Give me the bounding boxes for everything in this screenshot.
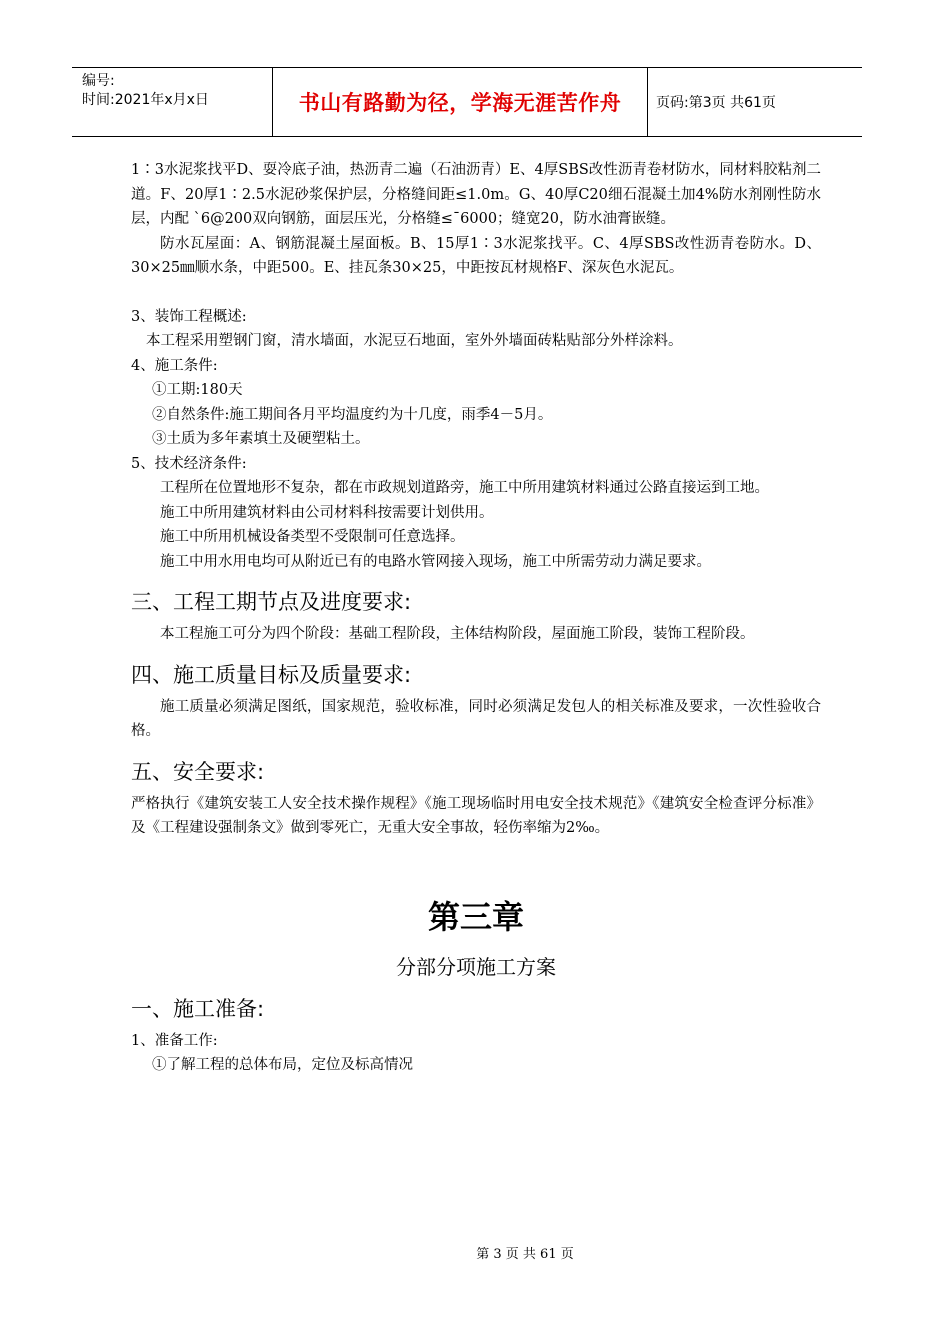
header-motto: 书山有路勤为径，学海无涯苦作舟 (273, 68, 648, 136)
item-preparation-sub1: ①了解工程的总体布局，定位及标高情况 (152, 1057, 413, 1073)
section-safety-text: 严格执行《建筑安装工人安全技术操作规程》《施工现场临时用电安全技术规范》《建筑安全检查评分标准》及《工程建设强制条文》做到零死亡，无重大安全事故，轻伤率缩为2‰。 (131, 795, 821, 836)
section-quality-text: 施工质量必须满足图纸，国家规范，验收标准，同时必须满足发包人的相关标准及要求，一次性验收合格。 (131, 698, 821, 739)
paragraph-roof-waterproofing: 1∶3水泥浆找平D、耍冷底子油，热沥青二遍（石油沥青）E、4厚SBS改性沥青卷材防水，同材料胶粘剂二道。F、20厚1∶2.5水泥砂浆保护层，分格缝间距≤1.0m。G、40厚C20细石混凝土加4%防水剂刚性防水层，内配 `6@200双向钢筋，面层压光，分格缝≤¯6000；缝宽20，防水油膏嵌缝。 (131, 162, 821, 227)
item-economic-p4: 施工中用水用电均可从附近已有的电路水管网接入现场，施工中所需劳动力满足要求。 (160, 553, 711, 570)
item-economic-p3: 施工中所用机械设备类型不受限制可任意选择。 (160, 529, 465, 545)
section-safety-title: 五、安全要求: (131, 759, 265, 784)
header-page-number: 页码:第3页 共61页 (656, 95, 776, 111)
page-footer: 第 3 页 共 61 页 (476, 1247, 574, 1262)
section-schedule-title: 三、工程工期节点及进度要求: (131, 590, 412, 614)
item-conditions-nature: ②自然条件:施工期间各月平均温度约为十几度，雨季4－5月。 (152, 406, 553, 423)
item-economic-p2: 施工中所用建筑材料由公司材料科按需要计划供用。 (160, 504, 494, 521)
item-preparation-title: 1、准备工作: (131, 1032, 218, 1049)
paragraph-tile-roof: 防水瓦屋面：A、钢筋混凝土屋面板。B、15厚1∶3水泥浆找平。C、4厚SBS改性沥青卷防水。D、30×25㎜顺水条，中距500。E、挂瓦条30×25，中距按瓦材规格F、深灰色水泥瓦。 (131, 235, 821, 276)
item-decoration-text: 本工程采用塑钢门窗，清水墙面，水泥豆石地面，室外外墙面砖粘贴部分外样涂料。 (146, 333, 683, 349)
section-schedule-text: 本工程施工可分为四个阶段：基础工程阶段，主体结构阶段，屋面施工阶段，装饰工程阶段。 (160, 626, 755, 642)
page-header (72, 67, 862, 137)
item-economic-title: 5、技术经济条件: (131, 455, 247, 472)
document-number: 编号: (82, 73, 115, 89)
chapter-title: 第三章 (427, 897, 524, 936)
item-economic-p1: 工程所在位置地形不复杂，都在市政规划道路旁，施工中所用建筑材料通过公路直接运到工地。 (160, 480, 769, 496)
section-preparation-title: 一、施工准备: (131, 996, 265, 1021)
document-body (131, 158, 821, 1078)
document-date: 时间:2021年x月x日 (82, 92, 209, 108)
chapter-subtitle: 分部分项施工方案 (396, 954, 556, 979)
item-conditions-soil: ③土质为多年素填土及硬塑粘土。 (152, 431, 370, 447)
item-conditions-title: 4、施工条件: (131, 357, 218, 374)
item-conditions-period: ①工期:180天 (152, 382, 243, 398)
item-decoration-title: 3、装饰工程概述: (131, 308, 247, 325)
header-meta (72, 68, 273, 136)
section-quality-title: 四、施工质量目标及质量要求: (131, 662, 412, 687)
